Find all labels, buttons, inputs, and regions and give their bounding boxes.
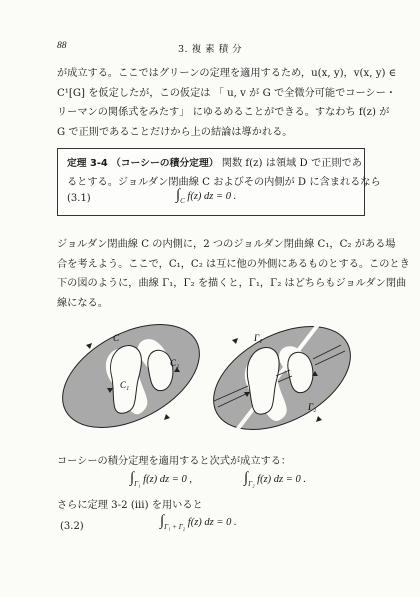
running-header: 3. 複 素 積 分	[178, 44, 243, 55]
equation-body: f(z) dz = 0 ,	[143, 474, 192, 485]
equation-body: f(z) dz = 0 .	[187, 191, 237, 202]
integral-subscript: Γ₁ + Γ₂	[164, 523, 186, 531]
label-c: C	[113, 333, 120, 343]
orientation-arrow	[164, 414, 170, 420]
text-line: C¹[G] を仮定したが，この仮定は 「 u, v が G で全微分可能でコーシー・	[57, 87, 396, 99]
equation-body: f(z) dz = 0 .	[257, 474, 306, 485]
after-text-1	[57, 452, 369, 472]
text-line: リーマンの関係式をみたす」 にゆるめることができる。すなわち f(z) が	[57, 107, 390, 118]
right-diagram	[196, 305, 367, 450]
equation-3-2	[160, 513, 237, 531]
integral-sign: ∫	[244, 470, 249, 486]
left-diagram	[45, 303, 216, 448]
label-gamma1: Γ₁	[254, 333, 263, 343]
text-line: ジョルダン閉曲線 C の内側に，2 つのジョルダン閉曲線 C₁，C₂ がある場	[57, 239, 396, 250]
integral-sign: ∫	[176, 187, 181, 203]
label-gamma2: Γ₂	[308, 402, 317, 412]
text-line: 合を考えよう。ここで，C₁，C₂ は互に他の外側にあるものとする。このとき	[57, 258, 410, 270]
integral-subscript: Γ₂	[248, 480, 255, 488]
orientation-arrow	[232, 338, 238, 344]
text-line: が成立する。ここではグリーンの定理を適用するため，u(x, y)，v(x, y) ∈	[57, 68, 397, 79]
theorem-second-line: るとする。ジョルダン閉曲線 C およびその内側が D に含まれるなら	[67, 177, 381, 188]
label-c2: C₂	[170, 358, 180, 368]
text-line: G で正則であることだけから上の結論は導かれる。	[57, 126, 293, 138]
theorem-name: （コーシーの積分定理）	[110, 158, 219, 169]
integral-sign: ∫	[130, 470, 135, 486]
equation-label: (3.1)	[67, 193, 91, 204]
region-fill	[196, 305, 367, 450]
text-line: 下の図のように，曲線 Γ₁，Γ₂ を描くと，Γ₁，Γ₂ はどちらもジョルダン閉曲	[57, 278, 407, 289]
text-line: 線になる。	[57, 297, 108, 309]
integral-subscript: C	[180, 197, 185, 205]
page-number: 88	[57, 41, 67, 51]
equation-label: (3.2)	[60, 521, 84, 532]
label-c1: C₁	[120, 380, 130, 390]
text-line: コーシーの積分定理を適用すると次式が成立する：	[57, 456, 292, 467]
text-line: さらに定理 3-2 (iii) を用いると	[57, 500, 203, 511]
orientation-arrow	[316, 416, 322, 422]
equation-body: f(z) dz = 0 .	[187, 517, 237, 528]
equation-gamma2	[244, 470, 306, 488]
integral-subscript: Γ₁	[134, 480, 141, 488]
equation-gamma1	[130, 470, 192, 488]
theorem-text: 関数 f(z) は領域 D で正則であ	[221, 158, 362, 169]
theorem-label: 定理 3-4	[67, 158, 108, 169]
integral-sign: ∫	[160, 513, 165, 529]
orientation-arrow	[86, 343, 92, 349]
